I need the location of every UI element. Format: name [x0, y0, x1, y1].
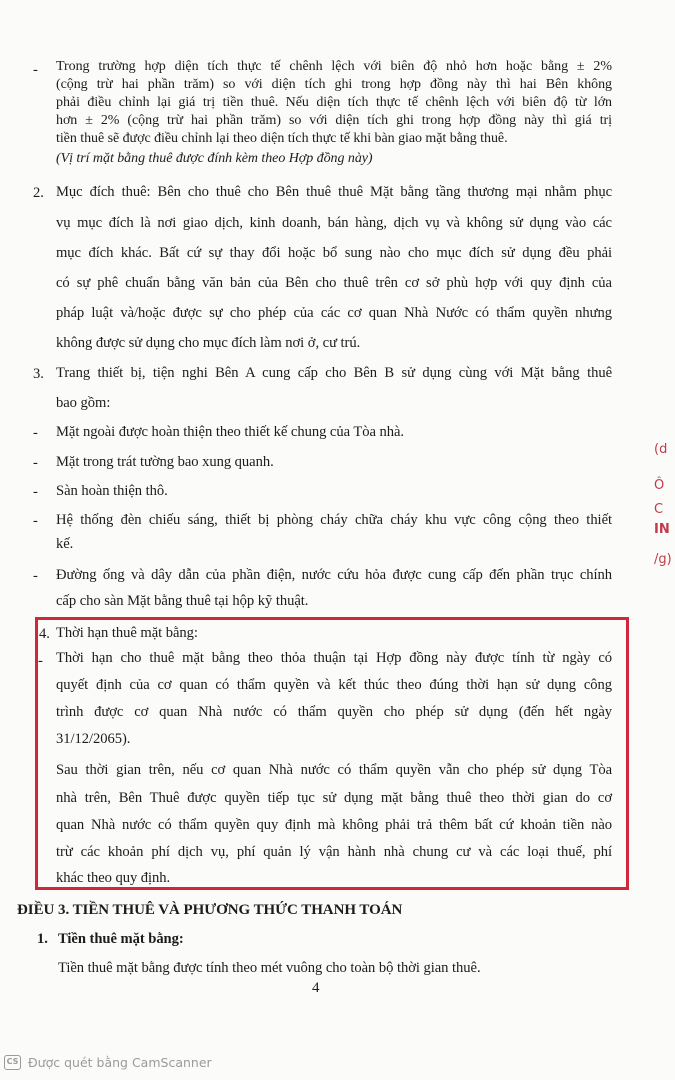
item2-line: pháp luật và/hoặc được sự cho phép của các cơ quan Nhà Nước có thẩm quyền nhưng [56, 305, 612, 321]
item4-para-line: Sau thời gian trên, nếu cơ quan Nhà nước có thẩm quyền vẫn cho phép sử dụng Tòa [56, 762, 612, 778]
item2-line: vụ mục đích là nơi giao dịch, kinh doanh, bán hàng, dịch vụ và không sử dụng vào các [56, 215, 612, 231]
article-heading: ĐIỀU 3. TIỀN THUÊ VÀ PHƯƠNG THỨC THANH TOÁN [17, 902, 403, 918]
block1-line: (cộng trừ hai phần trăm) so với diện tích ghi trong hợp đồng này thì hai Bên không [56, 77, 612, 92]
item2-line: Mục đích thuê: Bên cho thuê cho Bên thuê thuê Mặt bằng tầng thương mại nhằm phục [56, 184, 612, 200]
bullet-dash: - [33, 513, 38, 529]
page-number: 4 [312, 980, 320, 996]
stamp-char: /g) [654, 552, 672, 567]
item3-bullet-line: Hệ thống đèn chiếu sáng, thiết bị phòng cháy chữa cháy khu vực công cộng theo thiết [56, 512, 612, 528]
item4-line: Thời hạn cho thuê mặt bằng theo thỏa thuận tại Hợp đồng này được tính từ ngày có [56, 650, 612, 666]
article3-sub-number: 1. [37, 931, 48, 947]
item2-line: có sự phê chuẩn bằng văn bản của Bên cho thuê trên cơ sở phù hợp với quy định của [56, 275, 612, 291]
stamp-char: (d [654, 442, 668, 457]
stamp-fragment [646, 430, 675, 580]
item3-number: 3. [33, 366, 44, 382]
camscanner-logo-icon: CS [4, 1055, 21, 1070]
bullet-dash: - [33, 425, 38, 441]
item4-para-line: khác theo quy định. [56, 870, 171, 886]
stamp-char: IN [654, 522, 670, 537]
camscanner-footer [0, 1052, 675, 1076]
item2-line: mục đích khác. Bất cứ sự thay đổi hoặc bổ sung nào cho mục đích sử dụng đều phải [56, 245, 612, 261]
block1-line: Trong trường hợp diện tích thực tế chênh lệch với biên độ nhỏ hơn hoặc bằng ± 2% [56, 59, 612, 74]
item4-para-line: quan Nhà nước có thẩm quyền quy định mà không phải trả thêm bất cứ khoản tiền nào [56, 817, 612, 833]
bullet-dash: - [38, 653, 43, 669]
item3-bullet-line: cấp cho sàn Mặt bằng thuê tại hộp kỹ thuật. [56, 593, 309, 609]
item4-line: trình được cơ quan Nhà nước có thẩm quyền cho phép sử dụng (đến hết ngày [56, 704, 612, 720]
item4-line: 31/12/2065). [56, 731, 131, 747]
item3-bullet-line: Mặt ngoài được hoàn thiện theo thiết kế chung của Tòa nhà. [56, 424, 405, 440]
item3-bullet-line: kế. [56, 536, 74, 552]
item3-line: bao gồm: [56, 395, 111, 411]
item3-line: Trang thiết bị, tiện nghi Bên A cung cấp cho Bên B sử dụng cùng với Mặt bằng thuê [56, 365, 612, 381]
item4-number: 4. [39, 626, 50, 642]
item4-title: Thời hạn thuê mặt bằng: [56, 625, 198, 641]
item3-bullet-line: Mặt trong trát tường bao xung quanh. [56, 454, 274, 470]
item4-line: quyết định của cơ quan có thẩm quyền và kết thúc theo đúng thời hạn sử dụng công [56, 677, 612, 693]
bullet-dash: - [33, 484, 38, 500]
item2-line: không được sử dụng cho mục đích làm nơi ở, cư trú. [56, 335, 361, 351]
camscanner-text: Được quét bằng CamScanner [28, 1055, 212, 1070]
bullet-dash: - [33, 568, 38, 584]
article3-sub-title: Tiền thuê mặt bằng: [58, 931, 184, 947]
bullet-dash: - [33, 455, 38, 471]
stamp-char: C [654, 502, 664, 517]
item4-para-line: trừ các khoản phí dịch vụ, phí quản lý vận hành nhà chung cư và các loại thuế, phí [56, 844, 612, 860]
article3-sub-text: Tiền thuê mặt bằng được tính theo mét vuông cho toàn bộ thời gian thuê. [58, 960, 481, 976]
block1-line: phải điều chỉnh lại giá trị tiền thuê. Nếu diện tích thực tế chênh lệch với biên độ từ lớn [56, 95, 612, 110]
block1-line: tiền thuê sẽ được điều chỉnh lại theo diện tích thực tế khi bàn giao mặt bằng thuê. [56, 131, 508, 146]
stamp-char: Ô [654, 478, 665, 493]
block1-note: (Vị trí mặt bằng thuê được đính kèm theo Hợp đồng này) [56, 151, 373, 166]
item4-para-line: nhà trên, Bên Thuê được quyền tiếp tục sử dụng mặt bằng thuê theo thời gian do cơ [56, 790, 612, 806]
item3-bullet-line: Sàn hoàn thiện thô. [56, 483, 168, 499]
bullet-dash: - [33, 62, 38, 78]
item3-bullet-line: Đường ống và dây dẫn của phần điện, nước cứu hỏa được cung cấp đến phần trục chính [56, 567, 612, 583]
item2-number: 2. [33, 185, 44, 201]
block1-line: hơn ± 2% (cộng trừ hai phần trăm) so với diện tích ghi trong hợp đồng này thì giá trị [56, 113, 612, 128]
